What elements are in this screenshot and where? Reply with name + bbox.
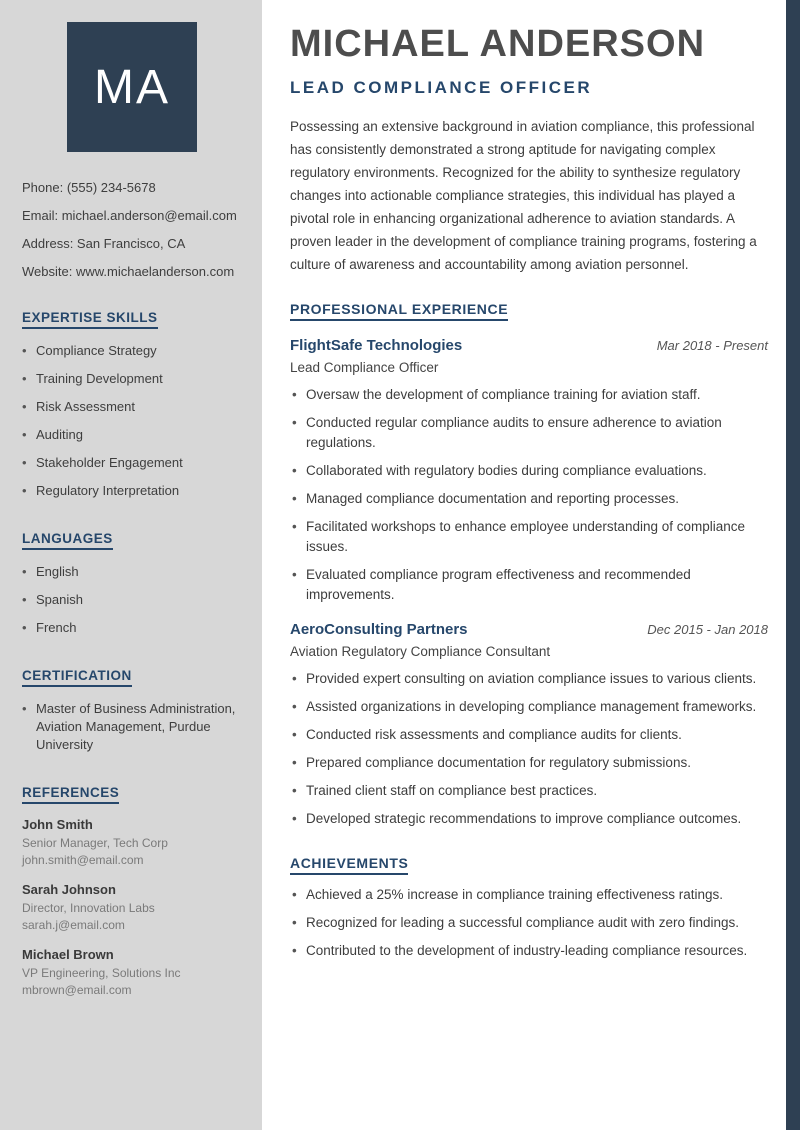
certification-heading: CERTIFICATION [22,668,132,687]
contact-email: Email: michael.anderson@email.com [22,208,237,223]
job-role: Aviation Regulatory Compliance Consultant [290,643,551,659]
contact-address: Address: San Francisco, CA [22,236,186,251]
experience-bullet: • Managed compliance documentation and reporting processes. [290,489,768,509]
job-header [290,337,768,354]
contact-phone: Phone: (555) 234-5678 [22,180,156,195]
skills-heading: EXPERTISE SKILLS [22,310,158,329]
reference-title: Senior Manager, Tech Corp [22,836,168,850]
certification-item: • Master of Business Administration, Aviation Management, Purdue University [22,700,242,754]
job-entry-1 [290,337,768,605]
skill-item: • Auditing [22,426,242,444]
skills-list [22,342,242,500]
reference-title: VP Engineering, Solutions Inc [22,966,181,980]
experience-bullet: • Conducted regular compliance audits to ensure adherence to aviation regulations. [290,413,768,453]
languages-section [22,530,242,637]
candidate-job-title: LEAD COMPLIANCE OFFICER [290,77,593,97]
sidebar [0,0,262,1130]
languages-list [22,563,242,637]
experience-bullet: • Facilitated workshops to enhance employee understanding of compliance issues. [290,517,768,557]
certification-list [22,700,242,754]
skill-item: • Compliance Strategy [22,342,242,360]
reference-email: john.smith@email.com [22,853,144,867]
job-dates: Mar 2018 - Present [656,337,768,353]
references-list [22,817,242,997]
avatar [67,22,197,152]
company-name: AeroConsulting Partners [290,620,468,638]
experience-bullet: • Evaluated compliance program effectiveness and recommended improvements. [290,565,768,605]
experience-bullet: • Developed strategic recommendations to improve compliance outcomes. [290,809,768,829]
summary-paragraph: Possessing an extensive background in aviation compliance, this professional has consistently demonstrated a strong aptitude for navigating complex regulatory environments. Recognized for the ability to synthesize regulatory changes into actionable compliance strategies, this individual has played a pivotal role in enhancing organizational adherence to aviation standards. A proven leader in the development of compliance training programs, fostering a culture of awareness and accountability among aviation personnel. [290,118,757,272]
contact-website: Website: www.michaelanderson.com [22,264,235,279]
experience-heading: PROFESSIONAL EXPERIENCE [290,301,508,321]
job-dates: Dec 2015 - Jan 2018 [647,621,768,637]
language-item: • French [22,619,242,637]
reference-name: Sarah Johnson [22,882,116,897]
references-heading: REFERENCES [22,785,119,804]
achievement-item: • Achieved a 25% increase in compliance training effectiveness ratings. [290,885,768,905]
job-role: Lead Compliance Officer [290,359,439,375]
reference-entry [22,882,242,932]
experience-bullet: • Oversaw the development of compliance training for aviation staff. [290,385,768,405]
job-header [290,621,768,638]
reference-entry [22,947,242,997]
accent-bar [786,0,800,1130]
avatar-initials: MA [94,60,170,114]
reference-name: Michael Brown [22,947,114,962]
reference-email: mbrown@email.com [22,983,132,997]
contact-block [22,180,242,279]
language-item: • Spanish [22,591,242,609]
experience-section [290,301,768,829]
experience-bullet: • Collaborated with regulatory bodies during compliance evaluations. [290,461,768,481]
language-item: • English [22,563,242,581]
candidate-name: MICHAEL ANDERSON [290,23,706,65]
skill-item: • Stakeholder Engagement [22,454,242,472]
job-bullets [290,669,768,829]
experience-bullet: • Trained client staff on compliance best practices. [290,781,768,801]
languages-heading: LANGUAGES [22,531,113,550]
skill-item: • Training Development [22,370,242,388]
achievements-list [290,885,768,961]
achievements-heading: ACHIEVEMENTS [290,855,408,875]
reference-email: sarah.j@email.com [22,918,125,932]
reference-title: Director, Innovation Labs [22,901,155,915]
achievements-section [290,855,768,961]
skill-item: • Risk Assessment [22,398,242,416]
experience-bullet: • Assisted organizations in developing compliance management frameworks. [290,697,768,717]
experience-bullet: • Prepared compliance documentation for regulatory submissions. [290,753,768,773]
job-bullets [290,385,768,605]
reference-entry [22,817,242,867]
main-content [262,0,786,1130]
experience-bullet: • Conducted risk assessments and compliance audits for clients. [290,725,768,745]
references-section [22,784,242,997]
skills-section [22,309,242,500]
achievement-item: • Recognized for leading a successful compliance audit with zero findings. [290,913,768,933]
reference-name: John Smith [22,817,93,832]
skill-item: • Regulatory Interpretation [22,482,242,500]
achievement-item: • Contributed to the development of industry-leading compliance resources. [290,941,768,961]
company-name: FlightSafe Technologies [290,336,463,354]
certification-section [22,667,242,754]
experience-bullet: • Provided expert consulting on aviation compliance issues to various clients. [290,669,768,689]
job-entry-2 [290,621,768,829]
